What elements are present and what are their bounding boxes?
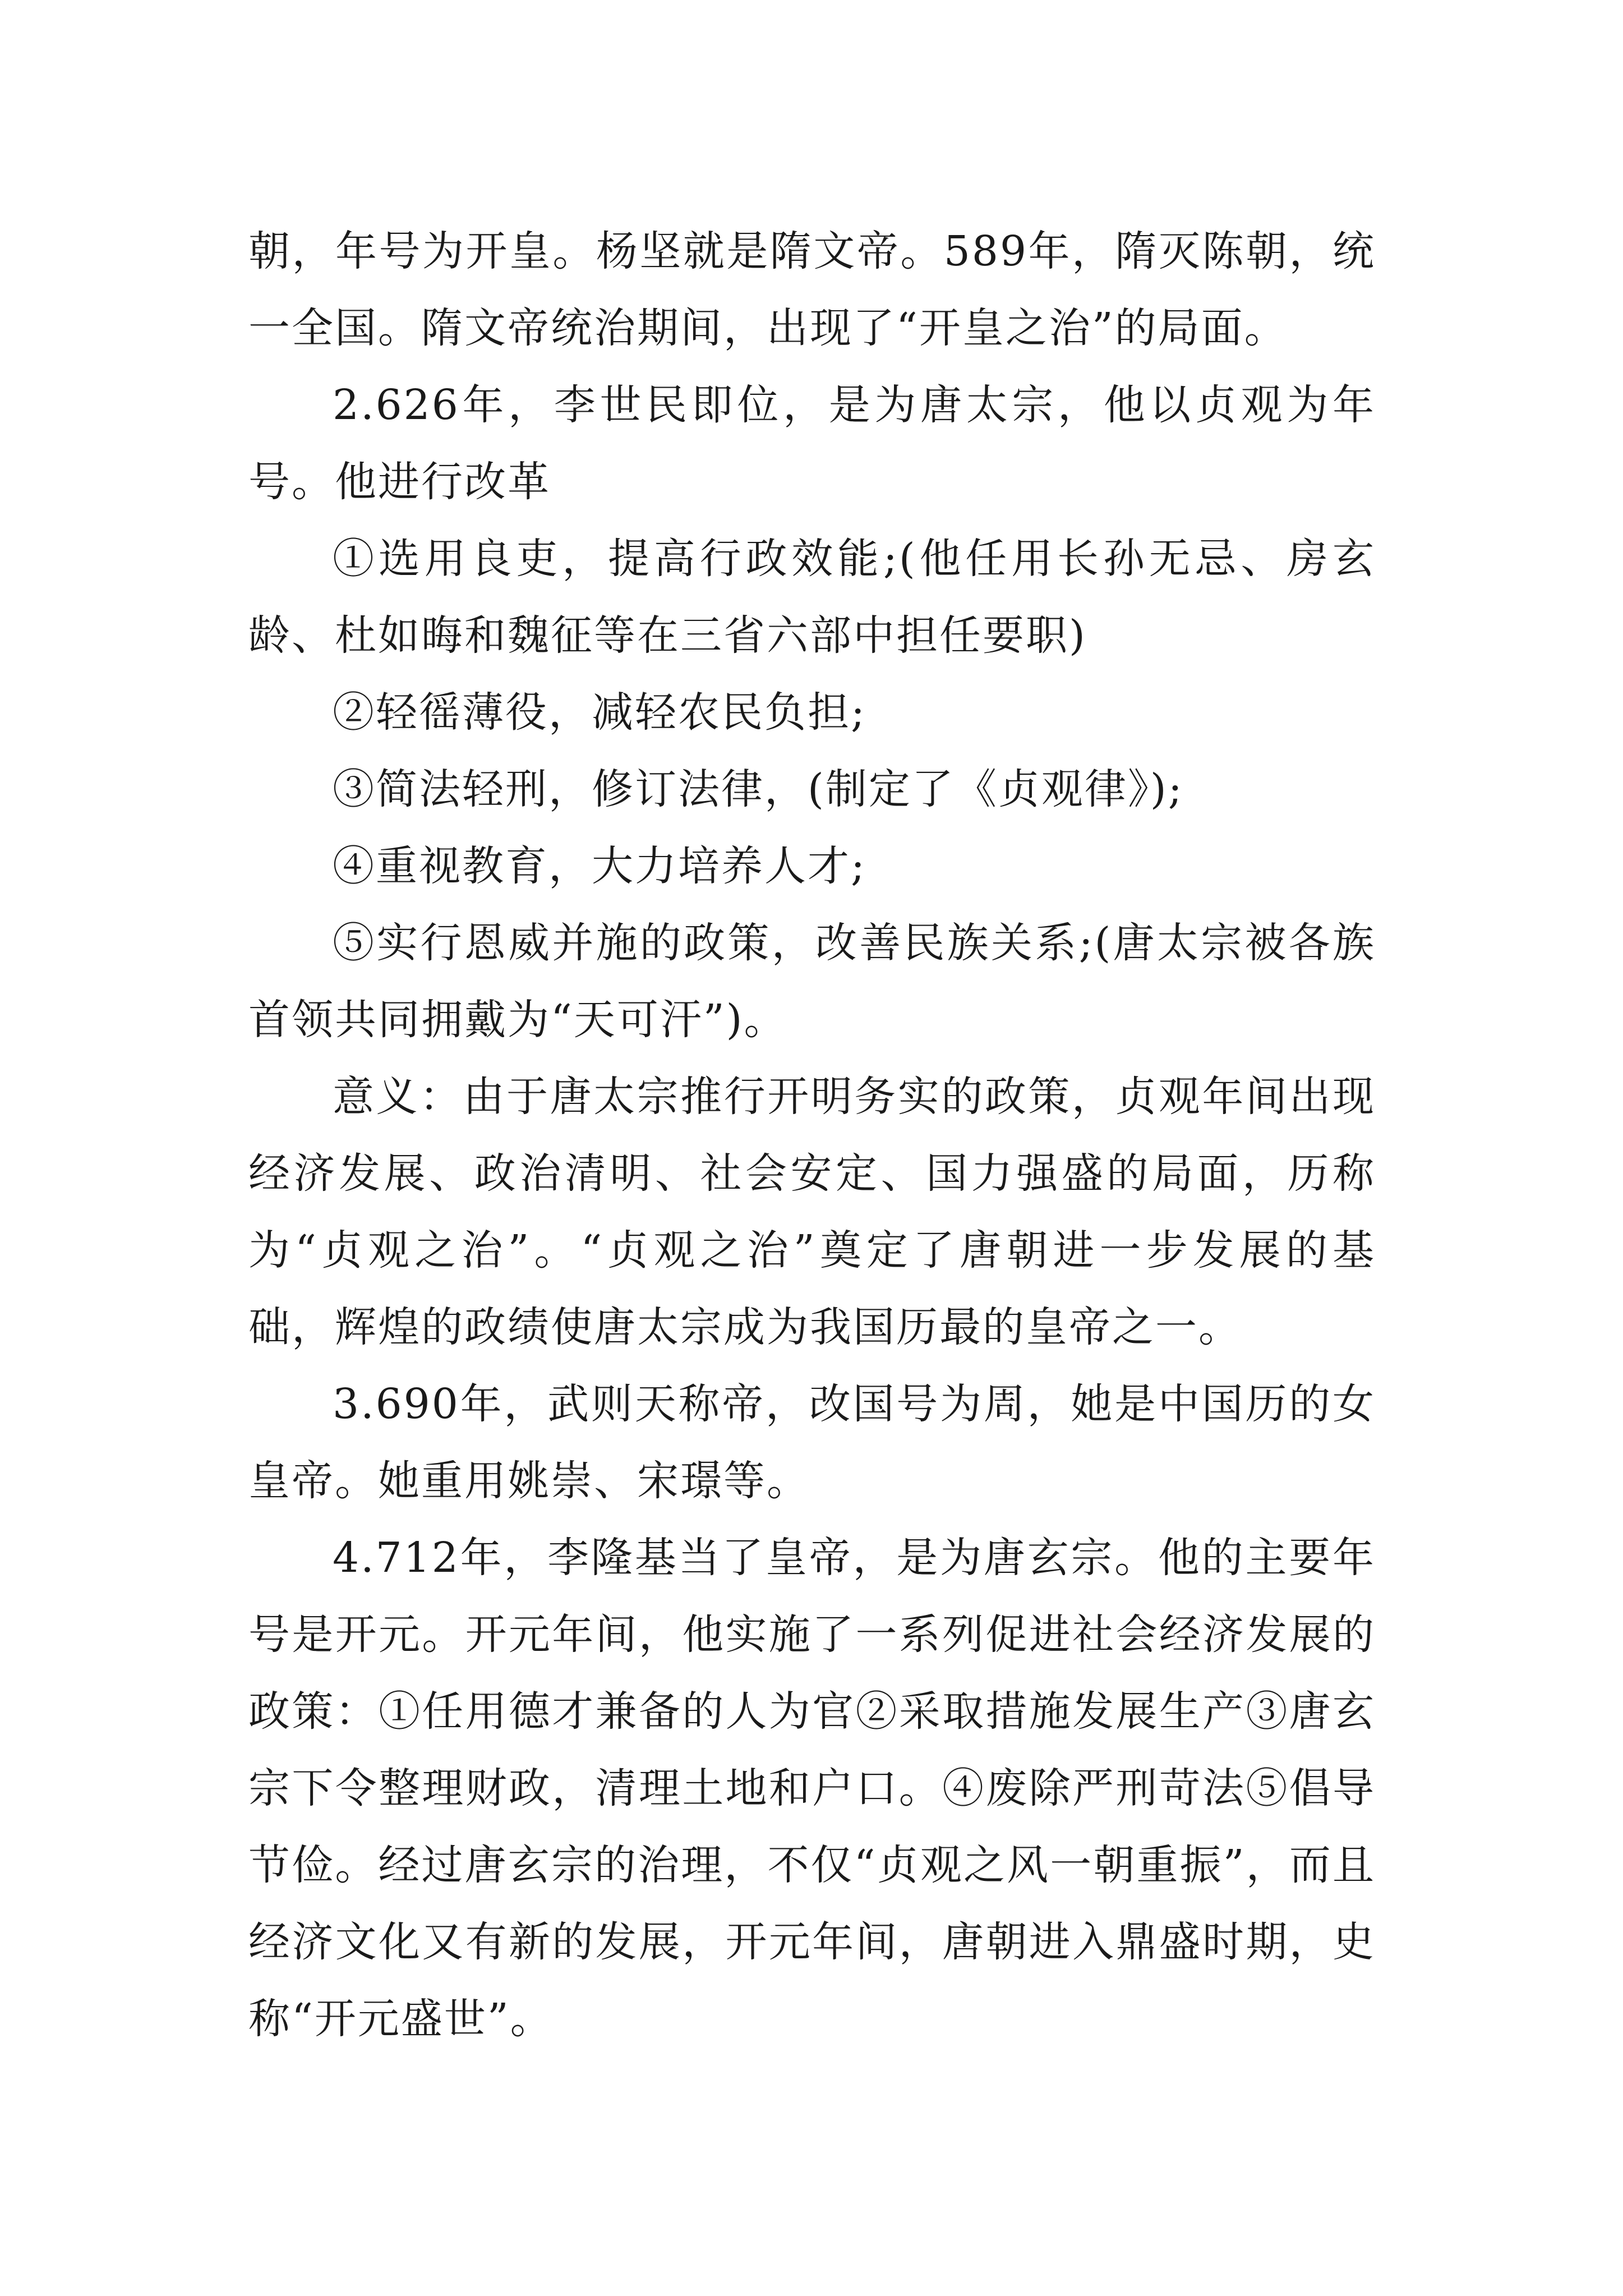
- paragraph-wu-zetian: 3.690年，武则天称帝，改国号为周，她是中国历的女皇帝。她重用姚崇、宋璟等。: [248, 1380, 1376, 1505]
- paragraph-tang-taizong: 2.626年，李世民即位，是为唐太宗，他以贞观为年号。他进行改革: [248, 381, 1376, 506]
- paragraph-significance: 意义：由于唐太宗推行开明务实的政策，贞观年间出现经济发展、政治清明、社会安定、国力强盛的局面，历称为“贞观之治”。“贞观之治”奠定了唐朝进一步发展的基础，辉煌的政绩使唐太宗成为我国历最的皇帝之一。: [248, 1073, 1376, 1351]
- document-page: [248, 213, 1376, 2058]
- reform-item-4: ④重视教育，大力培养人才;: [333, 842, 866, 890]
- reform-item-5: ⑤实行恩威并施的政策，改善民族关系;(唐太宗被各族首领共同拥戴为“天可汗”)。: [248, 919, 1376, 1044]
- paragraph-tang-xuanzong: 4.712年，李隆基当了皇帝，是为唐玄宗。他的主要年号是开元。开元年间，他实施了一系列促进社会经济发展的政策：①任用德才兼备的人为官②采取措施发展生产③唐玄宗下令整理财政，清理土地和户口。④废除严刑苛法⑤倡导节俭。经过唐玄宗的治理，不仅“贞观之风一朝重振”，而且经济文化又有新的发展，开元年间，唐朝进入鼎盛时期，史称“开元盛世”。: [248, 1534, 1376, 2043]
- reform-item-3: ③简法轻刑，修订法律，(制定了《贞观律》);: [333, 765, 1184, 813]
- reform-item-2: ②轻徭薄役，减轻农民负担;: [333, 688, 866, 737]
- reform-item-1: ①选用良吏，提高行政效能;(他任用长孙无忌、房玄龄、杜如晦和魏征等在三省六部中担任要职): [248, 535, 1376, 660]
- paragraph-kaihuang: 朝，年号为开皇。杨坚就是隋文帝。589年，隋灭陈朝，统一全国。隋文帝统治期间，出现了“开皇之治”的局面。: [248, 227, 1376, 352]
